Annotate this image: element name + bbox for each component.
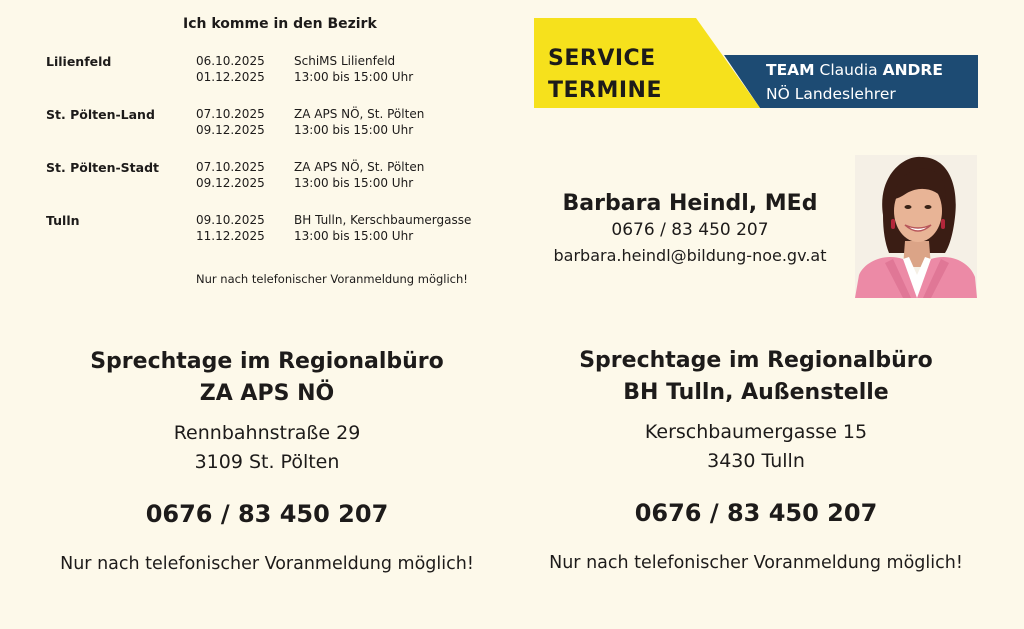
dates-st-poelten-stadt: [196, 159, 265, 191]
date-2: 11.12.2025: [196, 229, 265, 243]
office-city: 3430 Tulln: [707, 450, 805, 472]
place-lilienfeld: [294, 53, 413, 85]
office-street: Kerschbaumergasse 15: [644, 421, 868, 443]
team-name-last: ANDRE: [882, 61, 943, 79]
office-phone: 0676 / 83 450 207: [145, 500, 389, 528]
schedule-heading: Ich komme in den Bezirk: [183, 16, 377, 32]
district-st-poelten-land: St. Pölten-Land: [46, 107, 155, 122]
team-name-first: Claudia: [819, 61, 878, 79]
place: ZA APS NÖ, St. Pölten: [294, 160, 425, 174]
office-phone: 0676 / 83 450 207: [634, 499, 878, 527]
banner-subtitle: NÖ Landeslehrer: [766, 85, 896, 103]
place: ZA APS NÖ, St. Pölten: [294, 107, 425, 121]
district-lilienfeld: Lilienfeld: [46, 54, 112, 69]
office-za-aps: [57, 346, 477, 574]
date-1: 07.10.2025: [196, 107, 265, 121]
portrait-photo: [855, 155, 977, 298]
office-bh-tulln: [546, 345, 966, 573]
district-st-poelten-stadt: St. Pölten-Stadt: [46, 160, 159, 175]
contact-name: Barbara Heindl, MEd: [562, 191, 818, 216]
time: 13:00 bis 15:00 Uhr: [294, 123, 414, 137]
contact-phone: 0676 / 83 450 207: [611, 220, 769, 240]
office-title-line1: Sprechtage im Regionalbüro: [579, 348, 933, 373]
office-title-line1: Sprechtage im Regionalbüro: [90, 349, 444, 374]
contact-email: barbara.heindl@bildung-noe.gv.at: [553, 246, 827, 265]
time: 13:00 bis 15:00 Uhr: [294, 229, 414, 243]
date-2: 01.12.2025: [196, 70, 265, 84]
team-prefix: TEAM: [766, 61, 815, 79]
portrait-illustration: [855, 155, 977, 298]
banner-termine-text: TERMINE: [548, 78, 662, 103]
dates-st-poelten-land: [196, 106, 265, 138]
schedule-note: Nur nach telefonischer Voranmeldung möglich!: [196, 272, 468, 286]
dates-lilienfeld: [196, 53, 265, 85]
time: 13:00 bis 15:00 Uhr: [294, 70, 414, 84]
district-tulln: Tulln: [46, 213, 80, 228]
date-2: 09.12.2025: [196, 176, 265, 190]
service-banner: [534, 18, 978, 108]
banner-service-text: SERVICE: [548, 46, 656, 71]
office-title-line2: ZA APS NÖ: [199, 381, 335, 406]
office-street: Rennbahnstraße 29: [173, 422, 361, 444]
date-1: 06.10.2025: [196, 54, 265, 68]
time: 13:00 bis 15:00 Uhr: [294, 176, 414, 190]
dates-tulln: [196, 212, 265, 244]
office-title-line2: BH Tulln, Außenstelle: [623, 380, 889, 405]
place: BH Tulln, Kerschbaumergasse: [294, 213, 472, 227]
date-1: 09.10.2025: [196, 213, 265, 227]
office-city: 3109 St. Pölten: [194, 451, 340, 473]
office-note: Nur nach telefonischer Voranmeldung möglich!: [60, 554, 474, 574]
date-2: 09.12.2025: [196, 123, 265, 137]
banner-team-text: [766, 61, 943, 79]
place-st-poelten-land: [294, 106, 424, 138]
date-1: 07.10.2025: [196, 160, 265, 174]
place-st-poelten-stadt: [294, 159, 424, 191]
place-tulln: [294, 212, 471, 244]
office-note: Nur nach telefonischer Voranmeldung möglich!: [549, 553, 963, 573]
place: SchiMS Lilienfeld: [294, 54, 396, 68]
